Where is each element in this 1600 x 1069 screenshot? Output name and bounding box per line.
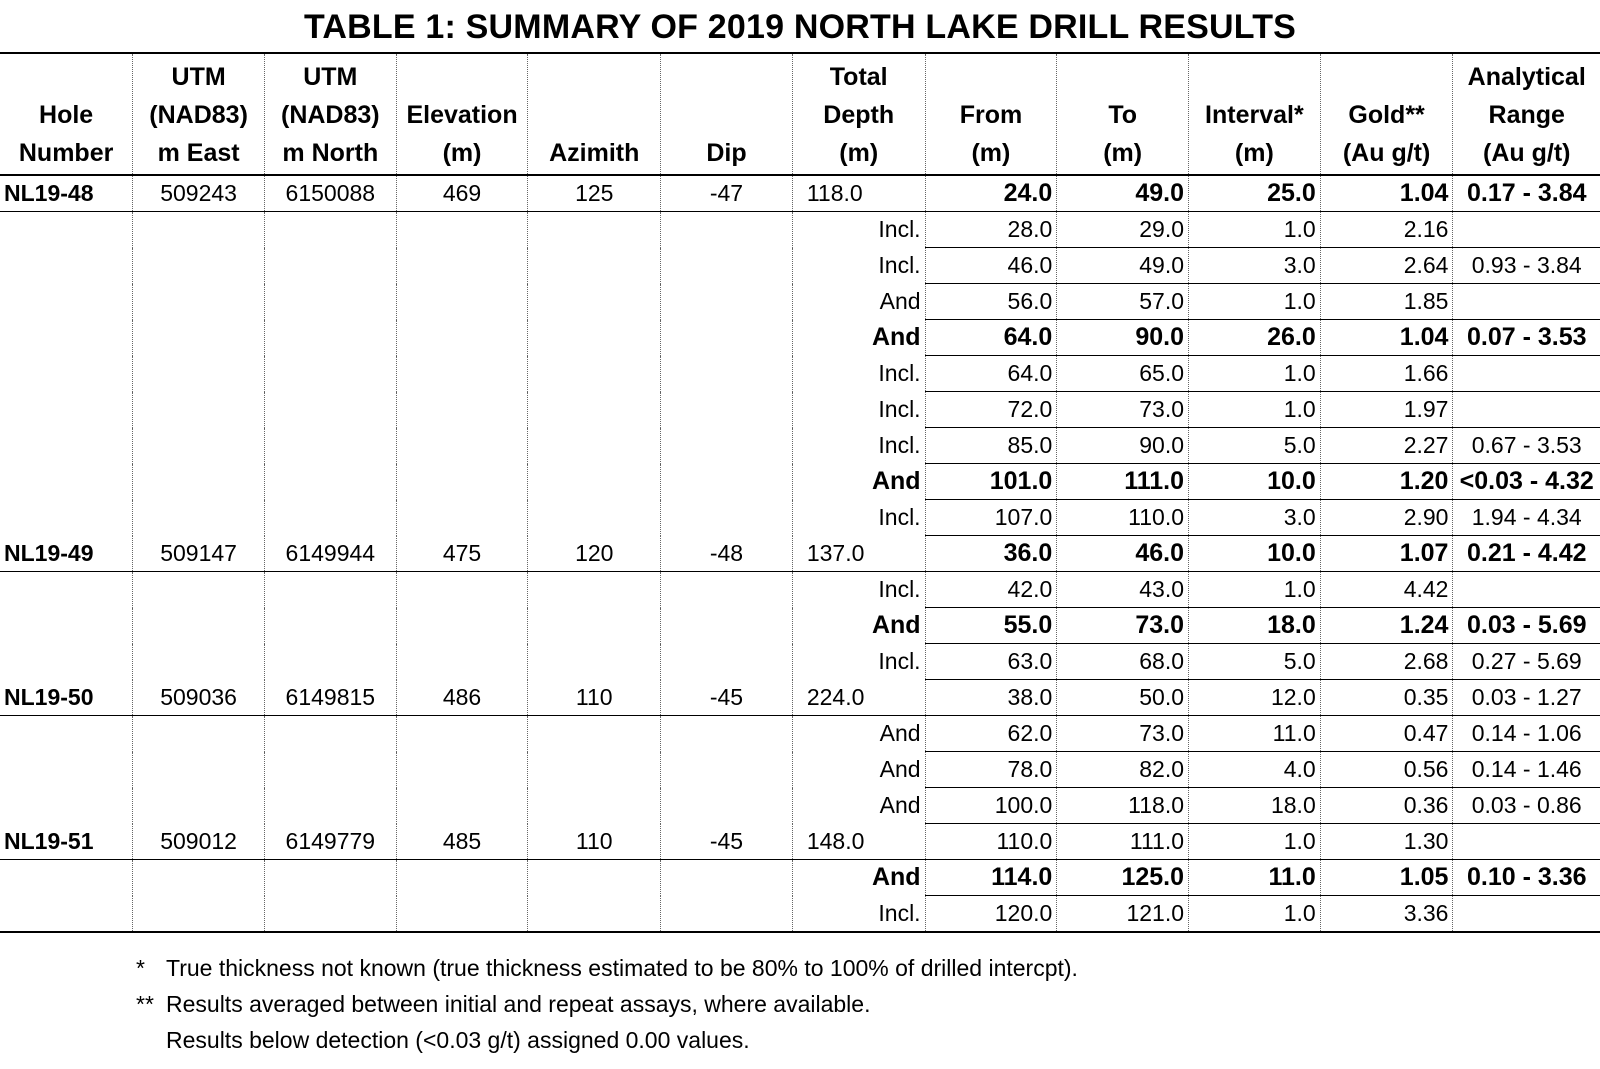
empty-cell <box>661 644 793 680</box>
interval-cell: 11.0 <box>1189 860 1321 896</box>
interval-cell: 1.0 <box>1189 824 1321 860</box>
azimuth-cell: 120 <box>528 536 661 572</box>
empty-cell <box>528 644 661 680</box>
gold-cell: 1.20 <box>1320 464 1453 500</box>
empty-cell <box>528 896 661 933</box>
header-hole-number: Hole Number <box>0 53 133 175</box>
empty-cell <box>133 608 265 644</box>
qualifier-cell: Incl. <box>792 212 925 248</box>
utm-north-cell: 6149779 <box>264 824 396 860</box>
empty-cell <box>661 320 793 356</box>
empty-cell <box>396 356 528 392</box>
analytical-range-cell <box>1453 284 1600 320</box>
to-cell: 68.0 <box>1057 644 1189 680</box>
empty-cell <box>396 716 528 752</box>
table-row <box>0 716 1600 752</box>
dip-cell: -47 <box>661 175 793 212</box>
empty-cell <box>0 320 133 356</box>
to-cell: 118.0 <box>1057 788 1189 824</box>
analytical-range-cell: 0.67 - 3.53 <box>1453 428 1600 464</box>
analytical-range-cell: 0.03 - 5.69 <box>1453 608 1600 644</box>
elevation-cell: 486 <box>396 680 528 716</box>
footnotes <box>136 950 1078 1058</box>
gold-cell: 1.07 <box>1320 536 1453 572</box>
to-cell: 29.0 <box>1057 212 1189 248</box>
to-cell: 73.0 <box>1057 608 1189 644</box>
empty-cell <box>264 860 396 896</box>
analytical-range-cell: 0.27 - 5.69 <box>1453 644 1600 680</box>
table-row <box>0 356 1600 392</box>
empty-cell <box>0 248 133 284</box>
empty-cell <box>264 572 396 608</box>
azimuth-cell: 110 <box>528 824 661 860</box>
empty-cell <box>133 428 265 464</box>
header-from: From (m) <box>925 53 1057 175</box>
empty-cell <box>133 500 265 536</box>
empty-cell <box>661 716 793 752</box>
qualifier-cell: And <box>792 320 925 356</box>
empty-cell <box>133 464 265 500</box>
empty-cell <box>528 608 661 644</box>
gold-cell: 2.27 <box>1320 428 1453 464</box>
empty-cell <box>264 392 396 428</box>
analytical-range-cell: 0.03 - 1.27 <box>1453 680 1600 716</box>
from-cell: 36.0 <box>925 536 1057 572</box>
empty-cell <box>264 248 396 284</box>
total-depth-cell: 118.0 <box>792 175 925 212</box>
qualifier-cell: And <box>792 608 925 644</box>
qualifier-cell: And <box>792 464 925 500</box>
hole-number-cell: NL19-51 <box>0 824 133 860</box>
azimuth-cell: 125 <box>528 175 661 212</box>
to-cell: 73.0 <box>1057 716 1189 752</box>
table-row <box>0 680 1600 716</box>
qualifier-cell: Incl. <box>792 392 925 428</box>
gold-cell: 0.47 <box>1320 716 1453 752</box>
empty-cell <box>528 428 661 464</box>
interval-cell: 5.0 <box>1189 428 1321 464</box>
empty-cell <box>661 212 793 248</box>
empty-cell <box>396 428 528 464</box>
interval-cell: 18.0 <box>1189 788 1321 824</box>
empty-cell <box>264 356 396 392</box>
empty-cell <box>528 500 661 536</box>
total-depth-cell: 148.0 <box>792 824 925 860</box>
empty-cell <box>0 500 133 536</box>
empty-cell <box>133 788 265 824</box>
empty-cell <box>133 752 265 788</box>
table-row <box>0 464 1600 500</box>
empty-cell <box>396 212 528 248</box>
to-cell: 90.0 <box>1057 428 1189 464</box>
qualifier-cell: Incl. <box>792 428 925 464</box>
gold-cell: 1.24 <box>1320 608 1453 644</box>
from-cell: 110.0 <box>925 824 1057 860</box>
from-cell: 107.0 <box>925 500 1057 536</box>
interval-cell: 3.0 <box>1189 248 1321 284</box>
empty-cell <box>133 860 265 896</box>
empty-cell <box>396 500 528 536</box>
empty-cell <box>133 284 265 320</box>
to-cell: 73.0 <box>1057 392 1189 428</box>
from-cell: 38.0 <box>925 680 1057 716</box>
table-row <box>0 248 1600 284</box>
interval-cell: 1.0 <box>1189 356 1321 392</box>
table-row <box>0 212 1600 248</box>
empty-cell <box>528 860 661 896</box>
azimuth-cell: 110 <box>528 680 661 716</box>
header-elevation: Elevation (m) <box>396 53 528 175</box>
header-interval: Interval* (m) <box>1189 53 1321 175</box>
interval-cell: 5.0 <box>1189 644 1321 680</box>
gold-cell: 1.05 <box>1320 860 1453 896</box>
empty-cell <box>0 716 133 752</box>
empty-cell <box>661 896 793 933</box>
header-row <box>0 53 1600 175</box>
gold-cell: 1.85 <box>1320 284 1453 320</box>
from-cell: 24.0 <box>925 175 1057 212</box>
from-cell: 85.0 <box>925 428 1057 464</box>
header-to: To (m) <box>1057 53 1189 175</box>
from-cell: 78.0 <box>925 752 1057 788</box>
empty-cell <box>264 788 396 824</box>
empty-cell <box>661 356 793 392</box>
table-row <box>0 824 1600 860</box>
empty-cell <box>133 392 265 428</box>
to-cell: 46.0 <box>1057 536 1189 572</box>
gold-cell: 2.68 <box>1320 644 1453 680</box>
empty-cell <box>264 464 396 500</box>
utm-east-cell: 509147 <box>133 536 265 572</box>
empty-cell <box>133 248 265 284</box>
analytical-range-cell: 0.10 - 3.36 <box>1453 860 1600 896</box>
empty-cell <box>396 752 528 788</box>
dip-cell: -45 <box>661 824 793 860</box>
to-cell: 90.0 <box>1057 320 1189 356</box>
hole-number-cell: NL19-50 <box>0 680 133 716</box>
page-title: TABLE 1: SUMMARY OF 2019 NORTH LAKE DRILL RESULTS <box>303 8 1297 46</box>
to-cell: 65.0 <box>1057 356 1189 392</box>
empty-cell <box>133 212 265 248</box>
to-cell: 121.0 <box>1057 896 1189 933</box>
empty-cell <box>0 212 133 248</box>
gold-cell: 4.42 <box>1320 572 1453 608</box>
footnote-2: ** Results averaged between initial and repeat assays, where available. <box>136 991 871 1017</box>
qualifier-cell: Incl. <box>792 644 925 680</box>
empty-cell <box>528 248 661 284</box>
to-cell: 49.0 <box>1057 248 1189 284</box>
table-row <box>0 608 1600 644</box>
to-cell: 111.0 <box>1057 824 1189 860</box>
footnote-1: * True thickness not known (true thickness estimated to be 80% to 100% of drilled intercpt). <box>136 955 1078 981</box>
empty-cell <box>0 284 133 320</box>
to-cell: 82.0 <box>1057 752 1189 788</box>
empty-cell <box>264 896 396 933</box>
empty-cell <box>264 284 396 320</box>
utm-east-cell: 509012 <box>133 824 265 860</box>
empty-cell <box>661 248 793 284</box>
from-cell: 56.0 <box>925 284 1057 320</box>
table-row <box>0 572 1600 608</box>
empty-cell <box>0 860 133 896</box>
table-row <box>0 752 1600 788</box>
from-cell: 120.0 <box>925 896 1057 933</box>
table-row <box>0 644 1600 680</box>
analytical-range-cell: 0.14 - 1.06 <box>1453 716 1600 752</box>
analytical-range-cell: 0.03 - 0.86 <box>1453 788 1600 824</box>
from-cell: 63.0 <box>925 644 1057 680</box>
table-row <box>0 788 1600 824</box>
from-cell: 46.0 <box>925 248 1057 284</box>
to-cell: 43.0 <box>1057 572 1189 608</box>
total-depth-cell: 137.0 <box>792 536 925 572</box>
empty-cell <box>396 464 528 500</box>
gold-cell: 0.35 <box>1320 680 1453 716</box>
gold-cell: 1.04 <box>1320 175 1453 212</box>
table-row <box>0 860 1600 896</box>
empty-cell <box>0 356 133 392</box>
analytical-range-cell <box>1453 392 1600 428</box>
table-row <box>0 500 1600 536</box>
gold-cell: 1.97 <box>1320 392 1453 428</box>
to-cell: 111.0 <box>1057 464 1189 500</box>
table-row <box>0 320 1600 356</box>
empty-cell <box>661 572 793 608</box>
from-cell: 114.0 <box>925 860 1057 896</box>
to-cell: 57.0 <box>1057 284 1189 320</box>
total-depth-cell: 224.0 <box>792 680 925 716</box>
interval-cell: 25.0 <box>1189 175 1321 212</box>
empty-cell <box>528 572 661 608</box>
drill-results-table <box>0 52 1600 933</box>
table-row <box>0 428 1600 464</box>
interval-cell: 11.0 <box>1189 716 1321 752</box>
empty-cell <box>396 896 528 933</box>
utm-north-cell: 6149815 <box>264 680 396 716</box>
elevation-cell: 485 <box>396 824 528 860</box>
empty-cell <box>661 284 793 320</box>
from-cell: 100.0 <box>925 788 1057 824</box>
empty-cell <box>528 284 661 320</box>
empty-cell <box>0 572 133 608</box>
empty-cell <box>396 284 528 320</box>
table-row <box>0 175 1600 212</box>
table-body <box>0 175 1600 932</box>
empty-cell <box>0 608 133 644</box>
empty-cell <box>396 248 528 284</box>
interval-cell: 18.0 <box>1189 608 1321 644</box>
dip-cell: -45 <box>661 680 793 716</box>
utm-east-cell: 509036 <box>133 680 265 716</box>
header-utm-north: UTM (NAD83) m North <box>264 53 396 175</box>
empty-cell <box>0 392 133 428</box>
empty-cell <box>528 464 661 500</box>
gold-cell: 1.04 <box>1320 320 1453 356</box>
qualifier-cell: Incl. <box>792 248 925 284</box>
empty-cell <box>264 320 396 356</box>
empty-cell <box>396 392 528 428</box>
empty-cell <box>133 896 265 933</box>
interval-cell: 1.0 <box>1189 896 1321 933</box>
interval-cell: 1.0 <box>1189 392 1321 428</box>
header-utm-east: UTM (NAD83) m East <box>133 53 265 175</box>
empty-cell <box>661 392 793 428</box>
header-azimuth: Azimith <box>528 53 661 175</box>
empty-cell <box>528 716 661 752</box>
from-cell: 101.0 <box>925 464 1057 500</box>
dip-cell: -48 <box>661 536 793 572</box>
analytical-range-cell: 0.07 - 3.53 <box>1453 320 1600 356</box>
empty-cell <box>0 428 133 464</box>
empty-cell <box>396 608 528 644</box>
to-cell: 50.0 <box>1057 680 1189 716</box>
hole-number-cell: NL19-48 <box>0 175 133 212</box>
empty-cell <box>396 788 528 824</box>
empty-cell <box>528 752 661 788</box>
table-row <box>0 284 1600 320</box>
empty-cell <box>264 212 396 248</box>
analytical-range-cell: 1.94 - 4.34 <box>1453 500 1600 536</box>
analytical-range-cell <box>1453 572 1600 608</box>
empty-cell <box>133 356 265 392</box>
gold-cell: 2.64 <box>1320 248 1453 284</box>
table-row <box>0 536 1600 572</box>
from-cell: 55.0 <box>925 608 1057 644</box>
empty-cell <box>264 644 396 680</box>
analytical-range-cell <box>1453 896 1600 933</box>
interval-cell: 10.0 <box>1189 464 1321 500</box>
table-row <box>0 896 1600 933</box>
analytical-range-cell <box>1453 212 1600 248</box>
empty-cell <box>264 752 396 788</box>
from-cell: 64.0 <box>925 320 1057 356</box>
interval-cell: 26.0 <box>1189 320 1321 356</box>
analytical-range-cell: 0.93 - 3.84 <box>1453 248 1600 284</box>
empty-cell <box>661 428 793 464</box>
empty-cell <box>0 788 133 824</box>
empty-cell <box>264 608 396 644</box>
qualifier-cell: Incl. <box>792 356 925 392</box>
gold-cell: 2.90 <box>1320 500 1453 536</box>
interval-cell: 4.0 <box>1189 752 1321 788</box>
header-gold: Gold** (Au g/t) <box>1320 53 1453 175</box>
from-cell: 64.0 <box>925 356 1057 392</box>
empty-cell <box>264 500 396 536</box>
to-cell: 125.0 <box>1057 860 1189 896</box>
qualifier-cell: Incl. <box>792 572 925 608</box>
empty-cell <box>133 320 265 356</box>
from-cell: 28.0 <box>925 212 1057 248</box>
elevation-cell: 469 <box>396 175 528 212</box>
qualifier-cell: Incl. <box>792 500 925 536</box>
empty-cell <box>0 752 133 788</box>
qualifier-cell: And <box>792 788 925 824</box>
interval-cell: 1.0 <box>1189 572 1321 608</box>
gold-cell: 1.30 <box>1320 824 1453 860</box>
qualifier-cell: And <box>792 860 925 896</box>
utm-north-cell: 6150088 <box>264 175 396 212</box>
analytical-range-cell: <0.03 - 4.32 <box>1453 464 1600 500</box>
from-cell: 62.0 <box>925 716 1057 752</box>
to-cell: 49.0 <box>1057 175 1189 212</box>
interval-cell: 1.0 <box>1189 212 1321 248</box>
empty-cell <box>396 572 528 608</box>
empty-cell <box>396 644 528 680</box>
header-dip: Dip <box>661 53 793 175</box>
empty-cell <box>133 644 265 680</box>
interval-cell: 12.0 <box>1189 680 1321 716</box>
empty-cell <box>661 752 793 788</box>
empty-cell <box>0 896 133 933</box>
gold-cell: 0.56 <box>1320 752 1453 788</box>
elevation-cell: 475 <box>396 536 528 572</box>
empty-cell <box>264 716 396 752</box>
interval-cell: 10.0 <box>1189 536 1321 572</box>
empty-cell <box>528 392 661 428</box>
header-analytical-range: Analytical Range (Au g/t) <box>1467 63 1586 167</box>
gold-cell: 0.36 <box>1320 788 1453 824</box>
gold-cell: 2.16 <box>1320 212 1453 248</box>
table-row <box>0 392 1600 428</box>
empty-cell <box>0 464 133 500</box>
empty-cell <box>528 320 661 356</box>
from-cell: 42.0 <box>925 572 1057 608</box>
utm-east-cell: 509243 <box>133 175 265 212</box>
interval-cell: 3.0 <box>1189 500 1321 536</box>
to-cell: 110.0 <box>1057 500 1189 536</box>
empty-cell <box>528 356 661 392</box>
empty-cell <box>661 860 793 896</box>
analytical-range-cell: 0.17 - 3.84 <box>1453 175 1600 212</box>
qualifier-cell: And <box>792 716 925 752</box>
analytical-range-cell <box>1453 824 1600 860</box>
empty-cell <box>528 212 661 248</box>
empty-cell <box>528 788 661 824</box>
qualifier-cell: And <box>792 284 925 320</box>
empty-cell <box>661 788 793 824</box>
from-cell: 72.0 <box>925 392 1057 428</box>
empty-cell <box>133 716 265 752</box>
header-total-depth: Total Depth (m) <box>792 53 925 175</box>
gold-cell: 1.66 <box>1320 356 1453 392</box>
empty-cell <box>0 644 133 680</box>
empty-cell <box>396 860 528 896</box>
interval-cell: 1.0 <box>1189 284 1321 320</box>
empty-cell <box>264 428 396 464</box>
empty-cell <box>661 464 793 500</box>
empty-cell <box>133 572 265 608</box>
empty-cell <box>396 320 528 356</box>
utm-north-cell: 6149944 <box>264 536 396 572</box>
analytical-range-cell: 0.14 - 1.46 <box>1453 752 1600 788</box>
qualifier-cell: And <box>792 752 925 788</box>
analytical-range-cell <box>1453 356 1600 392</box>
footnote-3: Results below detection (<0.03 g/t) assigned 0.00 values. <box>166 1027 750 1053</box>
qualifier-cell: Incl. <box>792 896 925 933</box>
analytical-range-cell: 0.21 - 4.42 <box>1453 536 1600 572</box>
empty-cell <box>661 500 793 536</box>
empty-cell <box>661 608 793 644</box>
hole-number-cell: NL19-49 <box>0 536 133 572</box>
gold-cell: 3.36 <box>1320 896 1453 933</box>
